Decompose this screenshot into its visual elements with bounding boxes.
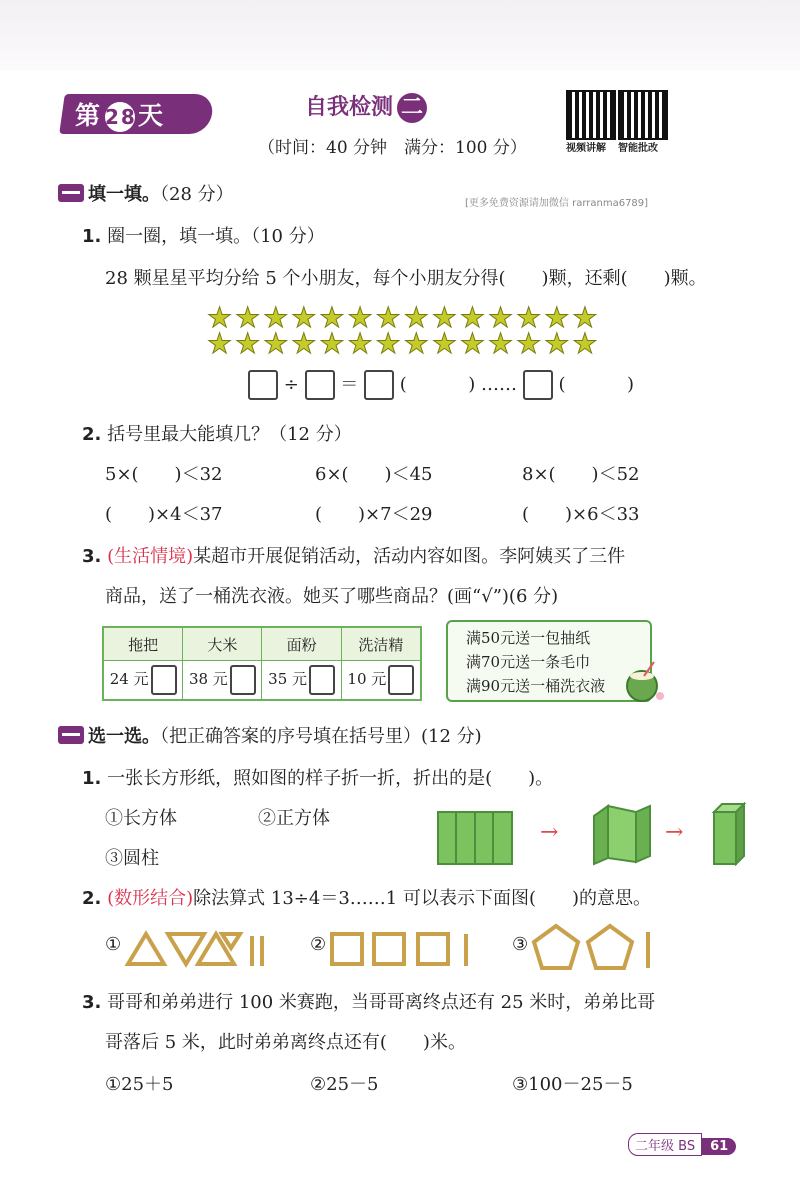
s2-q1-option-1[interactable]: ①长方体 — [105, 808, 177, 829]
check-box[interactable] — [388, 665, 414, 695]
q3-line2: 商品，送了一桶洗衣液。她买了哪些商品？(画“√”)(6 分) — [105, 586, 559, 607]
product-price: 38 元 — [188, 670, 228, 688]
paper-fold-illustration — [436, 802, 748, 866]
s2-q1-option-2[interactable]: ②正方体 — [258, 808, 330, 829]
s2-q2-text: 除法算式 13÷4＝3……1 可以表示下面图( )的意思。 — [193, 888, 651, 909]
q2-title-line — [82, 420, 352, 446]
check-box[interactable] — [309, 665, 335, 695]
product-name: 大米 — [183, 627, 262, 661]
triangle-sticks-figure — [124, 928, 274, 970]
section2-heading — [58, 722, 482, 748]
promo-line: 满90元送一桶洗衣液 — [466, 677, 606, 695]
section2-hint: （把正确答案的序号填在括号里）(12 分) — [160, 726, 482, 747]
s2-q1-number: 1. — [82, 768, 102, 789]
qr-label-grading: 智能批改 — [618, 143, 658, 154]
top-decor-band — [0, 0, 800, 70]
qr-code-grading[interactable] — [618, 90, 668, 140]
arrow-icon: → — [540, 820, 559, 845]
star-row-1: ★★★★★★★★★★★★★★ — [207, 301, 601, 334]
q2-title: 括号里最大能填几？（12 分） — [107, 424, 352, 445]
product-price-cell — [103, 661, 183, 701]
answer-box-dividend[interactable] — [248, 370, 278, 400]
q2-item[interactable]: 6×( )＜45 — [315, 464, 433, 485]
section1-mark — [58, 184, 84, 202]
product-price-cell — [183, 661, 262, 701]
q1-title: 圈一圈，填一填。（10 分） — [107, 226, 325, 247]
section2-title: 选一选。 — [88, 726, 160, 747]
promo-line: 满50元送一包抽纸 — [466, 629, 591, 647]
day-badge-text — [75, 96, 165, 132]
s2-q2-tag: (数形结合) — [107, 888, 194, 909]
page-footer — [628, 1133, 736, 1156]
equals-sign: ＝ — [340, 374, 359, 395]
answer-box-quotient[interactable] — [364, 370, 394, 400]
q3-number: 3. — [82, 546, 102, 567]
q3-text-1: 某超市开展促销活动，活动内容如图。李阿姨买了三件 — [193, 546, 626, 567]
paren-open: ( — [399, 374, 407, 395]
product-price-cell — [262, 661, 341, 701]
s2-q3-number: 3. — [82, 992, 102, 1013]
q3-tag: (生活情境) — [107, 546, 194, 567]
arrow-icon: → — [665, 820, 684, 845]
star-row-2: ★★★★★★★★★★★★★★ — [207, 327, 601, 360]
q2-item[interactable]: ( )×7＜29 — [315, 504, 433, 525]
q1-title-line — [82, 222, 325, 248]
s2-q1-option-3[interactable]: ③圆柱 — [105, 848, 159, 869]
product-price-table — [102, 626, 422, 701]
s2-q1-line — [82, 764, 553, 790]
remainder-dots: …… — [481, 374, 518, 395]
promo-line: 满70元送一条毛巾 — [466, 653, 591, 671]
page-title — [305, 90, 427, 123]
product-price-cell — [341, 661, 421, 701]
product-price: 24 元 — [109, 670, 149, 688]
q3-line1 — [82, 542, 625, 568]
paren-open-2: ( — [558, 374, 566, 395]
s2-q3-option[interactable]: ③100－25－5 — [512, 1074, 633, 1095]
s2-q3-text-1: 哥哥和弟弟进行 100 米赛跑，当哥哥离终点还有 25 米时，弟弟比哥 — [107, 992, 656, 1013]
figure-option-label-3[interactable]: ③ — [512, 934, 529, 955]
q1-text: 28 颗星星平均分给 5 个小朋友，每个小朋友分得( )颗，还剩( )颗。 — [105, 268, 707, 289]
q1-equation — [248, 370, 634, 400]
product-price: 10 元 — [347, 670, 387, 688]
section1-heading — [58, 180, 234, 206]
answer-box-divisor[interactable] — [305, 370, 335, 400]
square-sticks-figure — [328, 928, 478, 970]
s2-q1-text: 一张长方形纸，照如图的样子折一折，折出的是( )。 — [107, 768, 554, 789]
divide-sign: ÷ — [283, 374, 299, 395]
watermark: [更多免费资源请加微信 rarranma6789] — [465, 198, 649, 209]
badge-prefix: 第 — [75, 101, 103, 130]
title-number: 二 — [397, 93, 427, 123]
check-box[interactable] — [230, 665, 256, 695]
coconut-drink-icon — [620, 660, 668, 704]
qr-code-video[interactable] — [566, 90, 616, 140]
qr-label-video: 视频讲解 — [566, 143, 606, 154]
grade-label: 二年级 BS — [628, 1133, 702, 1156]
paren-close: ) — [468, 374, 476, 395]
paren-close-2: ) — [627, 374, 635, 395]
figure-option-label-1[interactable]: ① — [105, 934, 122, 955]
s2-q3-line2: 哥落后 5 米，此时弟弟离终点还有( )米。 — [105, 1032, 466, 1053]
badge-suffix: 天 — [138, 101, 166, 130]
q2-item[interactable]: 8×( )＜52 — [522, 464, 640, 485]
section2-mark — [58, 726, 84, 744]
section1-score: （28 分） — [160, 184, 234, 205]
subtitle: （时间：40 分钟 满分：100 分） — [258, 138, 527, 158]
product-price: 35 元 — [268, 670, 308, 688]
title-text: 自我检测 — [305, 95, 394, 120]
product-name: 洗洁精 — [341, 627, 421, 661]
answer-box-remainder[interactable] — [523, 370, 553, 400]
s2-q3-option[interactable]: ②25－5 — [310, 1074, 379, 1095]
pentagon-sticks-figure — [530, 922, 656, 974]
badge-day-number: 28 — [105, 102, 135, 132]
s2-q3-option[interactable]: ①25＋5 — [105, 1074, 174, 1095]
q2-item[interactable]: ( )×6＜33 — [522, 504, 640, 525]
q1-number: 1. — [82, 226, 102, 247]
figure-option-label-2[interactable]: ② — [310, 934, 327, 955]
check-box[interactable] — [151, 665, 177, 695]
s2-q3-line1 — [82, 988, 655, 1014]
product-name: 面粉 — [262, 627, 341, 661]
q2-number: 2. — [82, 424, 102, 445]
page-number: 61 — [702, 1138, 736, 1155]
s2-q2-number: 2. — [82, 888, 102, 909]
s2-q2-line — [82, 884, 651, 910]
product-name: 拖把 — [103, 627, 183, 661]
q2-item[interactable]: ( )×4＜37 — [105, 504, 223, 525]
section1-title: 填一填。 — [88, 184, 160, 205]
q2-item[interactable]: 5×( )＜32 — [105, 464, 223, 485]
